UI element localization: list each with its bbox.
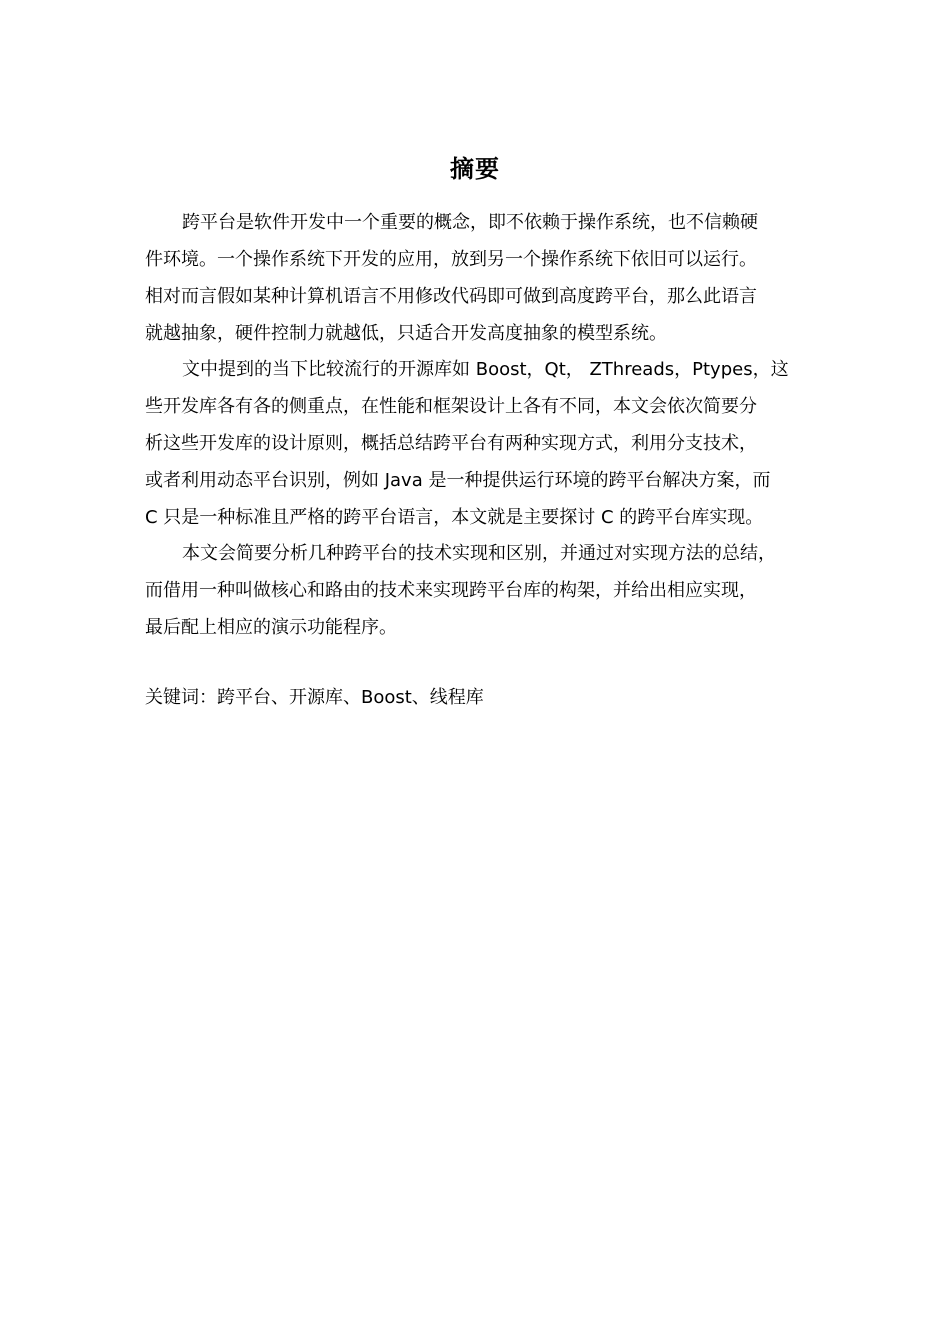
paragraph-line: 就越抽象，硬件控制力就越低，只适合开发高度抽象的模型系统。 [145,323,667,344]
paragraph-line: 析这些开发库的设计原则，概括总结跨平台有两种实现方式，利用分支技术， [145,433,757,454]
page-title: 摘要 [450,155,500,183]
paragraph-line: 跨平台是软件开发中一个重要的概念，即不依赖于操作系统，也不信赖硬 [182,212,758,233]
paragraph-line: 些开发库各有各的侧重点，在性能和框架设计上各有不同，本文会依次简要分 [145,396,757,417]
paragraph-line: 文中提到的当下比较流行的开源库如 Boost，Qt， ZThreads，Ptypes，这 [182,359,789,380]
keywords-line: 关键词：跨平台、开源库、Boost、线程库 [145,687,484,708]
paragraph-line: 而借用一种叫做核心和路由的技术来实现跨平台库的构架，并给出相应实现， [145,580,757,601]
paragraph-line: 最后配上相应的演示功能程序。 [145,617,397,638]
paragraph-line: 相对而言假如某种计算机语言不用修改代码即可做到高度跨平台，那么此语言 [145,286,757,307]
paragraph-line: C 只是一种标准且严格的跨平台语言，本文就是主要探讨 C 的跨平台库实现。 [145,507,764,528]
paragraph-line: 本文会简要分析几种跨平台的技术实现和区别，并通过对实现方法的总结， [182,543,776,564]
paragraph-line: 或者利用动态平台识别，例如 Java 是一种提供运行环境的跨平台解决方案，而 [145,470,771,491]
paragraph-line: 件环境。一个操作系统下开发的应用，放到另一个操作系统下依旧可以运行。 [145,249,757,270]
